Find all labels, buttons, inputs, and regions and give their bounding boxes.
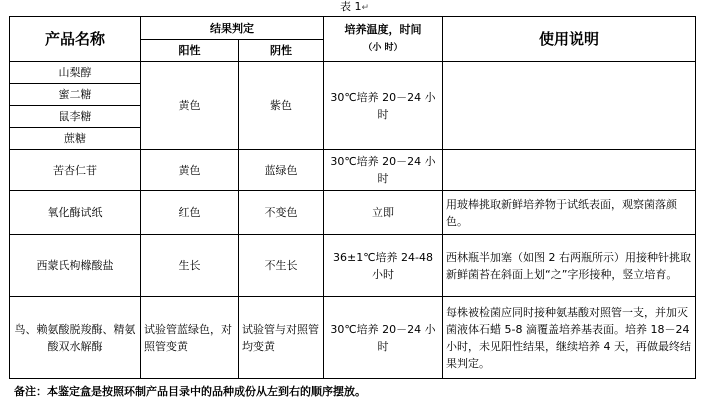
row4-culture: 36±1℃培养 24-48 小时 xyxy=(324,235,443,297)
row3-usage: 用玻棒挑取新鲜培养物于试纸表面，观察菌落颜色。 xyxy=(443,191,696,235)
product-melibiose: 蜜二糖 xyxy=(10,84,141,106)
header-positive: 阳性 xyxy=(141,40,239,62)
table-note: 备注：本鉴定盒是按照环制产品目录中的品种成份从左到右的顺序摆放。 xyxy=(14,385,366,398)
row2-positive: 黄色 xyxy=(141,150,239,191)
group1-usage xyxy=(443,62,696,150)
row4-usage: 西林瓶半加塞（如图 2 右两瓶所示）用接种针挑取新鲜菌苔在斜面上划“之”字形接种，竖立培育。 xyxy=(443,235,696,297)
product-simmons-citrate: 西蒙氏枸橼酸盐 xyxy=(10,235,141,297)
header-culture: 培养温度，时间 （小 时） xyxy=(324,17,443,62)
table-caption xyxy=(0,0,709,15)
group1-culture: 30℃培养 20－24 小时 xyxy=(324,62,443,150)
row3-culture: 立即 xyxy=(324,191,443,235)
header-product-name: 产品名称 xyxy=(10,17,141,62)
identification-table xyxy=(9,16,696,379)
product-rhamnose: 鼠李糖 xyxy=(10,106,141,128)
row4-negative: 不生长 xyxy=(239,235,324,297)
row3-negative: 不变色 xyxy=(239,191,324,235)
product-sorbitol: 山梨醇 xyxy=(10,62,141,84)
header-negative: 阴性 xyxy=(239,40,324,62)
row4-positive: 生长 xyxy=(141,235,239,297)
product-decarboxylase: 鸟、赖氨酸脱羧酶、精氨酸双水解酶 xyxy=(10,297,141,379)
row5-culture: 30℃培养 20－24 小时 xyxy=(324,297,443,379)
product-sucrose: 蔗糖 xyxy=(10,128,141,150)
paragraph-mark: ↵ xyxy=(361,3,370,13)
row2-culture: 30℃培养 20－24 小时 xyxy=(324,150,443,191)
row5-negative: 试验管与对照管均变黄 xyxy=(239,297,324,379)
product-oxidase-strip: 氧化酶试纸 xyxy=(10,191,141,235)
header-culture-sub: （小 时） xyxy=(363,43,403,53)
header-usage: 使用说明 xyxy=(443,17,696,62)
caption-text: 表 1 xyxy=(339,0,362,13)
row5-positive: 试验管蓝绿色，对照管变黄 xyxy=(141,297,239,379)
product-amygdalin: 苦杏仁苷 xyxy=(10,150,141,191)
row2-usage xyxy=(443,150,696,191)
group1-negative: 紫色 xyxy=(239,62,324,150)
group1-positive: 黄色 xyxy=(141,62,239,150)
row3-positive: 红色 xyxy=(141,191,239,235)
row5-usage: 每株被检菌应同时接种氨基酸对照管一支，并加灭菌液体石蜡 5-8 滴覆盖培养基表面。培养 18－24 小时，未见阳性结果，继续培养 4 天，再做最终结果判定。 xyxy=(443,297,696,379)
header-result: 结果判定 xyxy=(141,17,324,40)
row2-negative: 蓝绿色 xyxy=(239,150,324,191)
